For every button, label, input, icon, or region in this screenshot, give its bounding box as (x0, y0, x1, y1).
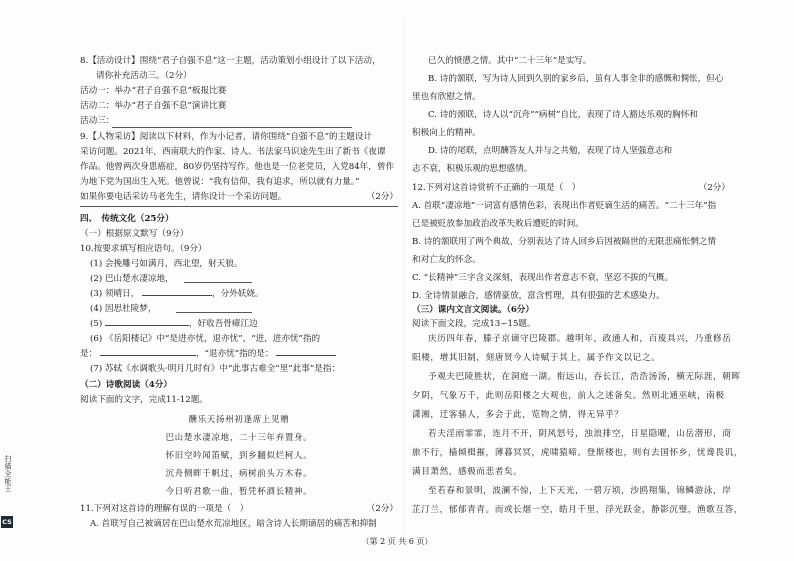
q11-question: 11.下列对这首诗的理解有误的一项是（ ） (80, 504, 249, 514)
q12-option-b-cont: 和对亡友的怀念。 (412, 255, 481, 265)
passage-line: 若夫淫雨霏霏，连月不开，阴风怒号，浊浪排空，日星隐曜，山岳潜形，商 (428, 429, 732, 439)
q9-line-6 (80, 190, 398, 205)
fill-1: (1) 会挽雕弓如满月，西北望，射天狼。 (90, 259, 243, 269)
passage-line: 潇湘，迁客骚人，多会于此，览物之情，得无异乎？ (412, 410, 624, 420)
column-divider (404, 18, 405, 533)
subsection-1-title: （一）根据原文默写（9分） (80, 229, 189, 239)
q9-line-1: 9.【人物采访】阅读以下材料，作为小记者，请你围绕“自强不息”的主题设计 (80, 132, 372, 142)
poem-line-3: 沉舟侧畔千帆过，病树前头万木春。 (165, 468, 313, 478)
q11-title (80, 502, 398, 517)
reading-intro: 阅读下面的文字，完成11-12题。 (80, 395, 208, 405)
blank-line (176, 312, 252, 313)
q12-title (412, 181, 730, 196)
q9-score: （2分） (366, 192, 398, 202)
blank-line (142, 295, 212, 296)
q12-option-a-cont: 已是被贬放参加政治改革失败后遭贬的时间。 (412, 219, 584, 229)
q11-option-d: D. 诗的尾联，点明酬答友人并与之共勉，表现了诗人坚强意志和 (428, 146, 673, 156)
q11-option-c: C. 诗的颈联，诗人以“沉舟”“病树”自比，表现了诗人豁达乐观的胸怀和 (428, 110, 698, 120)
fill-7: (7) 苏轼《水调歌头·明月几时有》中“此事古难全”里“此事”是指： (90, 364, 341, 374)
fill-4: (4) 因思杜陵梦， (90, 304, 157, 314)
answer-line (112, 127, 352, 128)
passage-line: 旅不行，樯倾楫摧，薄暮冥冥，虎啸猿啼。登斯楼也，则有去国怀乡，忧谗畏讥， (412, 448, 743, 458)
q9-question: 如果你要电话采访马老先生，请你设计一个采访问题。 (80, 192, 287, 202)
q12-option-d: D. 全诗情景融合，感情豪放，富含哲理，具有很强的艺术感染力。 (412, 291, 665, 301)
scanner-logo-icon: CS (2, 518, 12, 526)
q8-prompt: 请你补充活动三。（2分） (96, 71, 192, 81)
q11-option-b: B. 诗的颔联，写为诗人回到久别的家乡后，虽有人事全非的感慨和惆怅，但心 (428, 74, 724, 84)
blank-line (184, 282, 252, 283)
poem-line-1: 巴山楚水凄凉地，二十三年弃置身。 (165, 432, 313, 442)
blank-line (105, 325, 189, 326)
poem-title: 酬乐天扬州初逢席上见赠 (188, 414, 290, 424)
subsection-3-title: （三）课内文言文阅读。（6分） (412, 305, 534, 315)
reading-2-intro: 阅读下面文段，完成13~15题。 (412, 319, 536, 329)
activity-2: 活动二：举办“君子自强不息”演讲比赛 (80, 101, 227, 111)
blank-line (100, 355, 196, 356)
blank-line (276, 355, 336, 356)
fill-6-c: ，“退亦忧”指的是： (195, 349, 274, 359)
q9-line-4: 作品。他曾两次身患癌症，80岁仍坚持写作。他也是一位老党员，入党84年，曾作 (80, 162, 395, 172)
q11-option-c-cont: 积极向上的精神。 (412, 128, 481, 138)
passage-line: 庆历四年春，滕子京谪守巴陵郡。越明年，政通人和，百废具兴，乃重修岳 (428, 334, 732, 344)
q11-score: （2分） (366, 504, 398, 514)
fill-3-text: ，分外妖娆。 (212, 289, 264, 299)
q12-option-b: B. 诗的颔联用了两个典故，分别表达了诗人回乡后因被隔世的无限悲痛怅惘之情 (412, 237, 716, 247)
fill-6-b (80, 347, 336, 362)
passage-line: 予观夫巴陵胜状，在洞庭一湖。衔远山，吞长江，浩浩汤汤，横无际涯，朝晖 (428, 372, 741, 382)
section-4-title: 四、 传统文化（25分） (80, 214, 174, 224)
passage-line: 至若春和景明，波澜不惊，上下天光，一碧万顷，沙鸥翔集，锦鳞游泳，岸 (428, 486, 732, 496)
q11-a-cont: 已久的愤懑之情。其中“二十三年”是实写。 (428, 56, 592, 66)
passage-line: 满目萧然，感极而悲者矣。 (412, 467, 523, 477)
q12-option-a: A. 首联“凄凉地”一词富有感情色彩，表现出作者贬谪生活的痛苦。“二十三年”指 (412, 201, 717, 211)
fill-5-text: ，好收吾骨瘴江边 (188, 319, 258, 329)
fill-2: (2) 巴山楚水凄凉地， (90, 274, 174, 284)
q12-score: （2分） (698, 183, 730, 193)
poem-line-2: 怀旧空吟闻笛赋，到乡翻似烂柯人。 (165, 450, 313, 460)
q9-line-5: 为地下党为国出生入死。他曾说：“我有信仰，我有追求，所以就有力量。” (80, 177, 360, 187)
q9-line-2: 采访问题。2021年，西南联大的作家、诗人、书法家马识途先生出了新书《夜谭 (80, 147, 386, 157)
passage-line: 芷汀兰，郁郁青青。而或长烟一空，皓月千里，浮光跃金，静影沉璧，渔歌互答， (412, 505, 743, 515)
fill-5-label: (5) (90, 319, 103, 329)
page-number: （第 2 页 共 6 页） (361, 537, 433, 546)
activity-1: 活动一：举办“君子自强不息”板报比赛 (80, 86, 227, 96)
activity-3: 活动三： (80, 116, 115, 126)
q11-option-b-cont: 里也有欣慰之情。 (412, 92, 481, 102)
q10-title: 10.按要求填写相应语句。（9分） (80, 244, 207, 254)
q12-question: 12.下列对这首诗赏析不正确的一项是（ ） (412, 183, 581, 193)
q12-option-c: C. “长精神”三字含义深刻，表现出作者意志不衰，坚忍不拔的气概。 (412, 273, 674, 283)
subsection-2-title: （二）诗歌阅读（4分） (80, 380, 172, 390)
fill-6-b-label: 是： (80, 349, 98, 359)
q8-title: 8.【活动设计】围绕“君子自强不息”这一主题，活动策划小组设计了以下活动， (80, 56, 381, 66)
poem-line-4: 今日听君歌一曲，暂凭杯酒长精神。 (165, 486, 313, 496)
scanner-watermark-text: 扫描全能王 (4, 455, 12, 493)
q11-option-a: A. 首联写自己被谪居在巴山楚水荒凉地区，暗含诗人长期谪居的痛苦和抑制 (90, 519, 377, 529)
q11-option-d-cont: 志不衰，积极乐观的思想感情。 (412, 164, 533, 174)
answer-line (80, 206, 398, 207)
passage-line: 阳楼，增其旧制，刻唐贤今人诗赋于其上，属予作文以记之。 (412, 353, 661, 363)
fill-3-label: (3) 须晴日， (90, 289, 140, 299)
fill-6-a: (6) 《岳阳楼记》中“是进亦忧，退亦忧”，“进，进亦忧”指的 (90, 334, 321, 344)
passage-line: 夕阴，气象万千，此则岳阳楼之大观也，前人之述备矣。然则北通巫峡，南极 (412, 391, 725, 401)
fill-3 (80, 287, 264, 302)
fill-5 (80, 317, 258, 332)
